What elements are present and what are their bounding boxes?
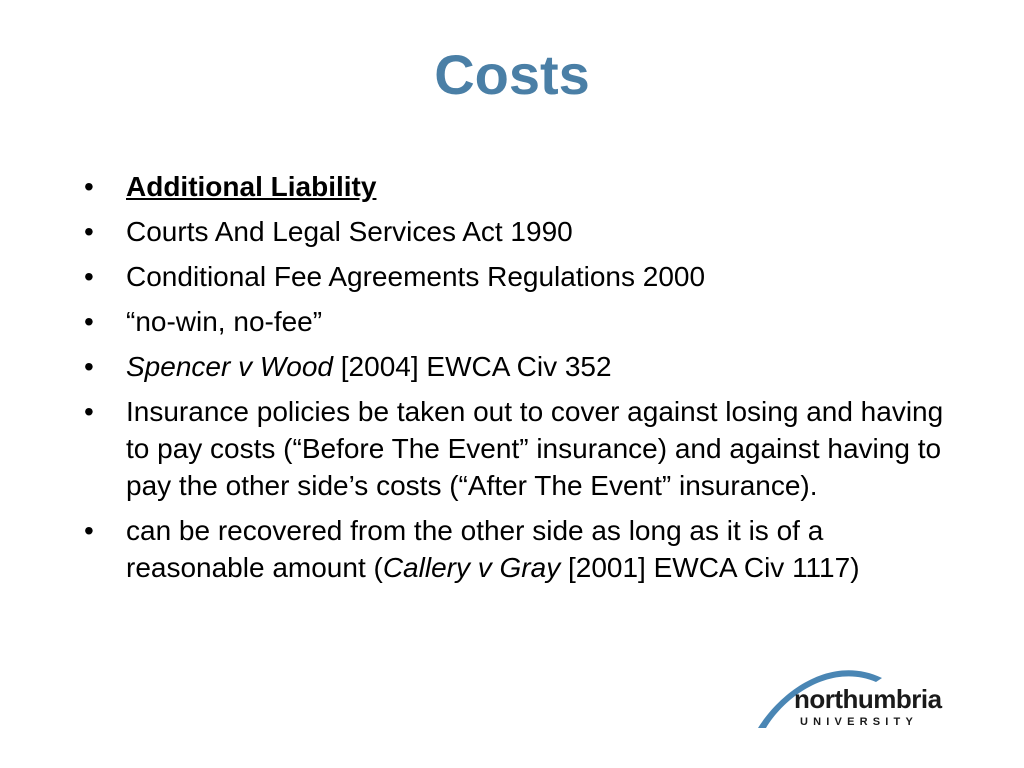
bullet-marker: • (84, 216, 94, 247)
bullet-item (84, 213, 954, 250)
bullet-list (84, 168, 954, 594)
bullet-item (84, 168, 954, 205)
bullet-marker: • (84, 351, 94, 382)
bullet-text: “no-win, no-fee” (126, 306, 323, 337)
bullet-text: Courts And Legal Services Act 1990 (126, 216, 573, 247)
bullet-text: can be recovered from the other side as long as it is of a reasonable amount ( (126, 515, 824, 583)
bullet-marker: • (84, 261, 94, 292)
bullet-item (84, 512, 954, 586)
logo-name: northumbria (794, 684, 942, 714)
northumbria-logo (752, 656, 964, 732)
bullet-marker: • (84, 306, 94, 337)
case-name: Callery v Gray (382, 552, 561, 583)
case-name: Spencer v Wood (126, 351, 333, 382)
bullet-item (84, 303, 954, 340)
logo-subtitle: UNIVERSITY (800, 716, 919, 728)
slide-title: Costs (434, 43, 590, 106)
bullet-text-additional-liability: Additional Liability (126, 171, 377, 202)
case-citation: [2001] EWCA Civ 1117) (560, 552, 860, 583)
bullet-item (84, 258, 954, 295)
bullet-marker: • (84, 171, 94, 202)
bullet-item (84, 393, 954, 504)
bullet-text: Conditional Fee Agreements Regulations 2000 (126, 261, 706, 292)
bullet-text: Insurance policies be taken out to cover against losing and having to pay costs (“Before The Event” insurance) and against having to pay the other side’s costs (“After The Event” insurance). (126, 396, 944, 501)
case-citation: [2004] EWCA Civ 352 (333, 351, 612, 382)
bullet-marker: • (84, 515, 94, 546)
bullet-marker: • (84, 396, 94, 427)
bullet-item (84, 348, 954, 385)
